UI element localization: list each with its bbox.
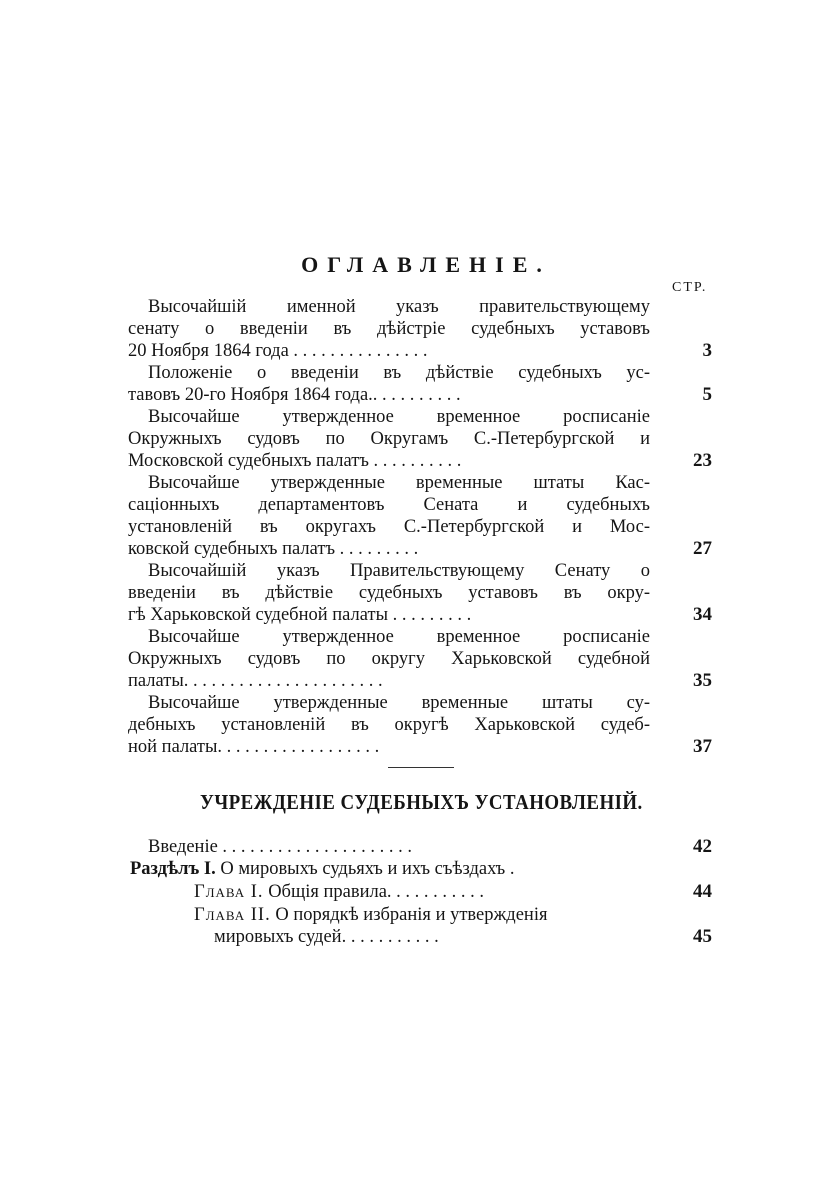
toc-entry[interactable] <box>128 362 650 406</box>
toc-entry-text: Введеніе . . . . . . . . . . . . . . . . . . . . . <box>148 837 413 857</box>
toc-entry-line: Высочайше утвержденное временное росписаніе <box>148 627 650 647</box>
toc-entry-line: палаты. . . . . . . . . . . . . . . . . . . . . . <box>128 671 383 691</box>
toc-page-number: 27 <box>693 538 712 559</box>
toc-entry-line: Высочайше утвержденное временное росписаніе <box>148 407 650 427</box>
toc-entry[interactable] <box>128 472 650 560</box>
toc-entry-part-1[interactable] <box>130 858 514 880</box>
toc-page-number: 35 <box>693 670 712 691</box>
toc-page-number: 37 <box>693 736 712 757</box>
toc-entry-line: ной палаты. . . . . . . . . . . . . . . . . . <box>128 737 380 757</box>
toc-entry-text: О мировыхъ судьяхъ и ихъ съѣздахъ . <box>220 859 515 879</box>
toc-entry-label: Раздѣлъ I. <box>130 859 216 879</box>
toc-entry-line: введеніи въ дѣйствіе судебныхъ уставовъ въ окру- <box>128 583 650 603</box>
toc-entry-label: Глава I. <box>194 882 264 902</box>
toc-entry-line: тавовъ 20-го Ноября 1864 года.. . . . . . . . . . <box>128 385 461 405</box>
toc-entry-line: Московской судебныхъ палатъ . . . . . . . . . . <box>128 451 462 471</box>
toc-entry-line: Окружныхъ судовъ по Округамъ С.-Петербургской и <box>128 429 650 449</box>
toc-entry-line: сенату о введеніи въ дѣйстріе судебныхъ уставовъ <box>128 319 650 339</box>
toc-entry-line: гѣ Харьковской судебной палаты . . . . . . . . . <box>128 605 472 625</box>
toc-entry-line: саціонныхъ департаментовъ Сената и судебныхъ <box>128 495 650 515</box>
toc-entry[interactable] <box>128 626 650 692</box>
toc-entry-line: дебныхъ установленій въ округѣ Харьковской судеб- <box>128 715 650 735</box>
toc-entry-chapter-2-cont <box>214 926 439 948</box>
toc-entry-line: Высочайше утвержденные временные штаты су- <box>148 693 650 713</box>
toc-entry-line: Высочайшій именной указъ правительствующему <box>148 297 650 317</box>
toc-page-number: 5 <box>702 384 712 405</box>
page-title: ОГЛАВЛЕНІЕ. <box>301 252 551 277</box>
toc-entry-introduction[interactable] <box>148 836 412 858</box>
toc-entry-chapter-2[interactable] <box>194 904 547 926</box>
toc-entry-line: Высочайше утвержденные временные штаты Кас- <box>148 473 650 493</box>
section-heading: УЧРЕЖДЕНІЕ СУДЕБНЫХЪ УСТАНОВЛЕНІЙ. <box>200 790 643 814</box>
toc-page-number: 42 <box>693 836 712 857</box>
toc-page-number: 44 <box>693 881 712 902</box>
toc-page-number: 45 <box>693 926 712 947</box>
toc-entry-text: мировыхъ судей. . . . . . . . . . . <box>214 927 439 947</box>
toc-page-number: 3 <box>702 340 712 361</box>
toc-entry[interactable] <box>128 692 650 758</box>
toc-entry-line: Высочайшій указъ Правительствующему Сенату о <box>148 561 650 581</box>
toc-page-number: 34 <box>693 604 712 625</box>
toc-entry-label: Глава II. <box>194 905 271 925</box>
toc-entry-text: Общія правила. . . . . . . . . . . <box>268 882 485 902</box>
toc-entry[interactable] <box>128 560 650 626</box>
toc-entry-line: ковской судебныхъ палатъ . . . . . . . . . <box>128 539 419 559</box>
toc-entry[interactable] <box>128 406 650 472</box>
toc-entry[interactable] <box>128 296 650 362</box>
page-column-label: СТР. <box>672 280 708 295</box>
toc-entry-line: Положеніе о введеніи въ дѣйствіе судебныхъ ус- <box>148 363 650 383</box>
section-divider <box>388 767 454 768</box>
toc-entry-line: установленій въ округахъ С.-Петербургской и Мос- <box>128 517 650 537</box>
toc-entry-line: 20 Ноября 1864 года . . . . . . . . . . . . . . . <box>128 341 428 361</box>
toc-entry-chapter-1[interactable] <box>194 881 484 903</box>
toc-page-number: 23 <box>693 450 712 471</box>
toc-entry-line: Окружныхъ судовъ по округу Харьковской судебной <box>128 649 650 669</box>
toc-entry-text: О порядкѣ избранія и утвержденія <box>275 905 548 925</box>
